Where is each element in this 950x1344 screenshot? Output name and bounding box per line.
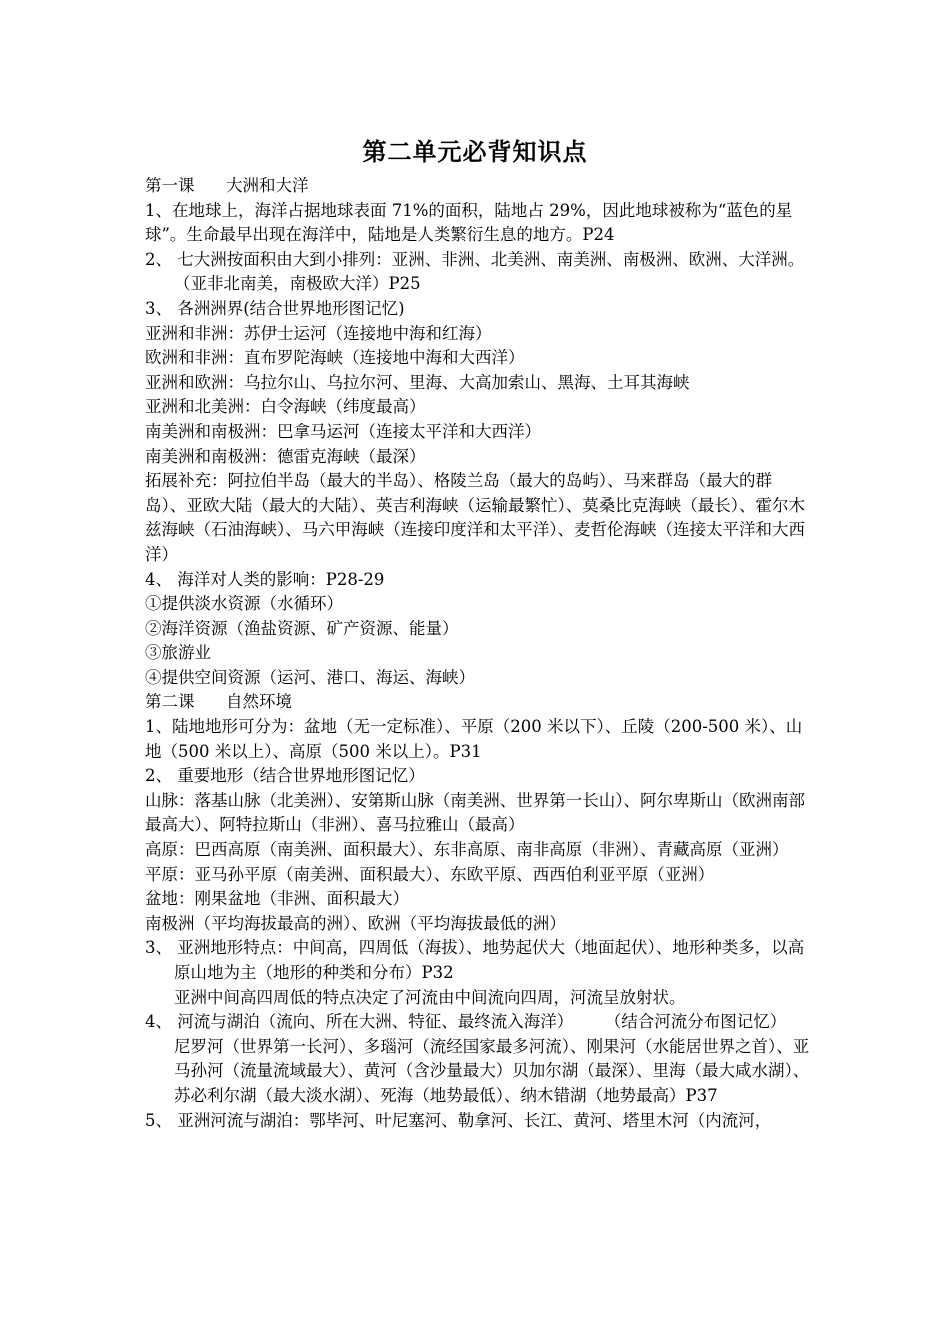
- text-line: 南美洲和南极洲：巴拿马运河（连接太平洋和大西洋）: [145, 421, 541, 441]
- text-line: 平原：亚马孙平原（南美洲、面积最大）、东欧平原、西西伯利亚平原（亚洲）: [145, 864, 715, 884]
- text-line: 盆地：刚果盆地（非洲、面积最大）: [145, 889, 409, 909]
- text-line: 1、在地球上，海洋占据地球表面 71%的面积，陆地占 29%，因此地球被称为“蓝色的星球”。生命最早出现在海洋中，陆地是人类繁衍生息的地方。P24: [145, 200, 793, 245]
- text-line: 1、陆地地形可分为：盆地（无一定标准）、平原（200 米以下）、丘陵（200-500 米）、山地（500 米以上）、高原（500 米以上）。P31: [145, 717, 803, 761]
- text-line: 拓展补充：阿拉伯半岛（最大的半岛）、格陵兰岛（最大的岛屿）、马来群岛（最大的群岛）、亚欧大陆（最大的大陆）、英吉利海峡（运输最繁忙）、莫桑比克海峡（最长）、霍尔木兹海峡（石油海峡）、马六甲海峡（连接印度洋和太平洋）、麦哲伦海峡（连接太平洋和大西洋）: [145, 471, 805, 564]
- text-line: 欧洲和非洲：直布罗陀海峡（连接地中海和大西洋）: [145, 348, 525, 368]
- text-line: 第一课 大洲和大洋: [145, 176, 309, 195]
- text-line: 尼罗河（世界第一长河）、多瑙河（流经国家最多河流）、刚果河（水能居世界之首）、亚马孙河（流量流域最大）、黄河（含沙量最大）贝加尔湖（最深）、里海（最大咸水湖）、苏必利尔湖（最大淡水湖）、死海（地势最低）、纳木错湖（地势最高）P37: [174, 1036, 810, 1105]
- text-line: 亚洲和北美洲：白令海峡（纬度最高）: [145, 397, 426, 417]
- text-line: 第二课 自然环境: [145, 692, 292, 712]
- text-line: 亚洲和欧洲：乌拉尔山、乌拉尔河、里海、大高加索山、黑海、土耳其海峡: [145, 372, 690, 392]
- text-line: 4、 河流与湖泊（流向、所在大洲、特征、最终流入海洋） （结合河流分布图记忆）: [145, 1012, 787, 1032]
- text-line: ④提供空间资源（运河、港口、海运、海峡）: [145, 667, 475, 687]
- text-line: 亚洲中间高四周低的特点决定了河流由中间流向四周，河流呈放射状。: [174, 987, 686, 1007]
- page-title: 第二单元必背知识点: [362, 138, 588, 166]
- text-line: 2、 七大洲按面积由大到小排列：亚洲、非洲、北美洲、南美洲、南极洲、欧洲、大洋洲。（亚非北南美，南极欧大洋）P25: [145, 249, 805, 294]
- text-line: 南极洲（平均海拔最高的洲）、欧洲（平均海拔最低的洲）: [145, 913, 566, 933]
- text-line: 高原：巴西高原（南美洲、面积最大）、东非高原、南非高原（非洲）、青藏高原（亚洲）: [145, 840, 789, 860]
- text-line: 2、 重要地形（结合世界地形图记忆）: [145, 766, 425, 786]
- text-line: 南美洲和南极洲：德雷克海峡（最深）: [145, 446, 426, 466]
- text-line: ③旅游业: [145, 643, 211, 663]
- text-line: 4、 海洋对人类的影响：P28-29: [145, 569, 385, 589]
- text-line: ①提供淡水资源（水循环）: [145, 594, 343, 614]
- document-body: [145, 174, 813, 1133]
- text-line: 亚洲和非洲：苏伊士运河（连接地中海和红海）: [145, 323, 492, 343]
- text-line: 5、 亚洲河流与湖泊：鄂毕河、叶尼塞河、勒拿河、长江、黄河、塔里木河（内流河，: [145, 1110, 772, 1130]
- text-line: 山脉：落基山脉（北美洲）、安第斯山脉（南美洲、世界第一长山）、阿尔卑斯山（欧洲南部最高大）、阿特拉斯山（非洲）、喜马拉雅山（最高）: [145, 790, 805, 835]
- text-line: ②海洋资源（渔盐资源、矿产资源、能量）: [145, 618, 459, 638]
- text-line: 3、 各洲洲界(结合世界地形图记忆): [145, 298, 405, 318]
- text-line: 3、 亚洲地形特点：中间高，四周低（海拔）、地势起伏大（地面起伏）、地形种类多，以高原山地为主（地形的种类和分布）P32: [145, 938, 805, 982]
